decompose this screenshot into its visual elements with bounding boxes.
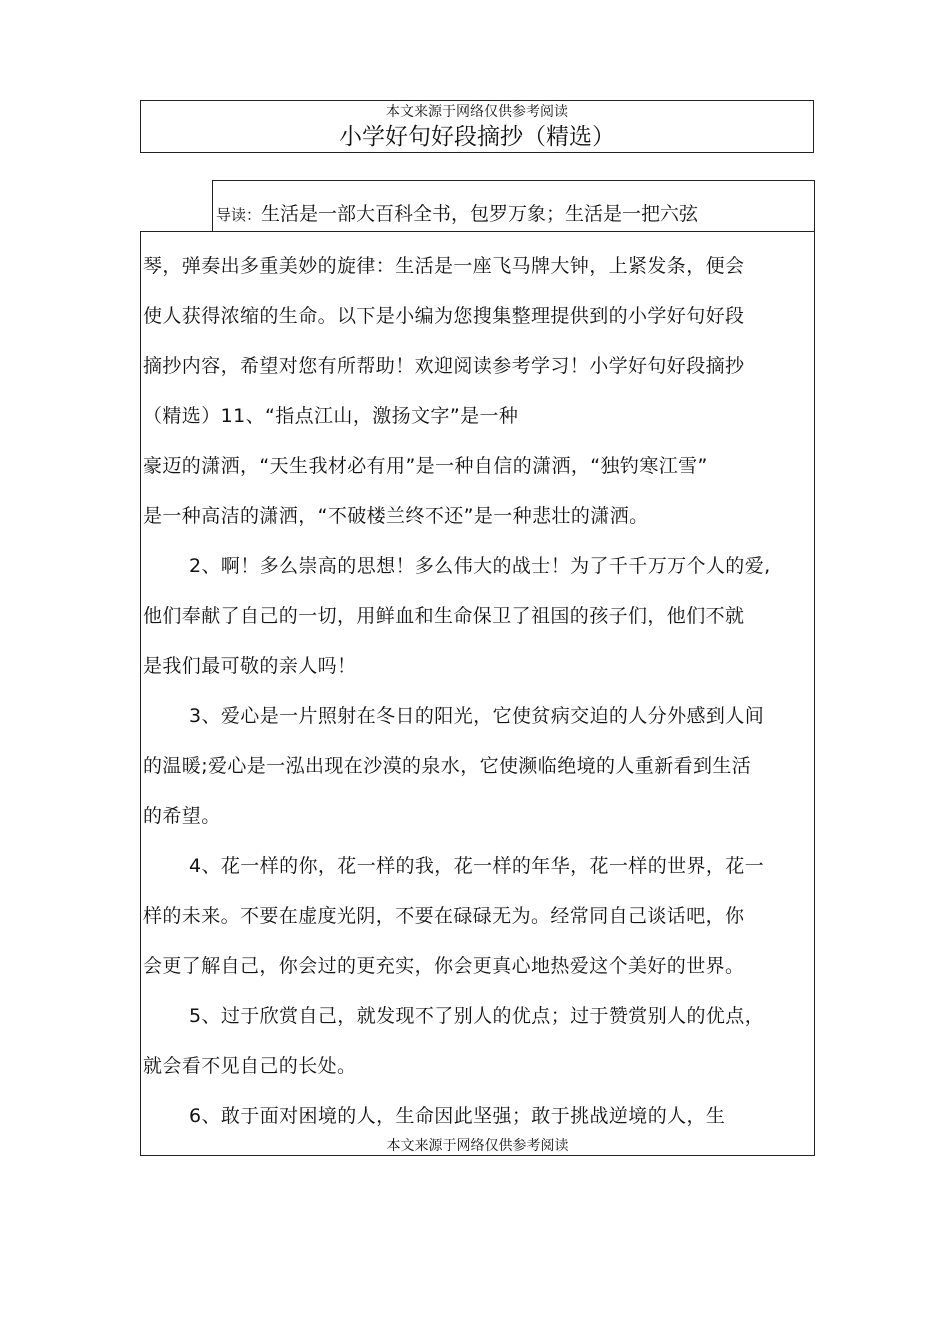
intro-first-line: 生活是一部大百科全书，包罗万象；生活是一把六弦 (261, 203, 699, 225)
body-line: 是我们最可敬的亲人吗！ (143, 655, 357, 677)
body-line: 他们奉献了自己的一切，用鲜血和生命保卫了祖国的孩子们，他们不就 (143, 605, 745, 627)
body-line: 就会看不见自己的长处。 (143, 1055, 357, 1077)
page-title: 小学好句好段摘抄（精选） (339, 124, 615, 150)
body-line: 琴，弹奏出多重美妙的旋律：生活是一座飞马牌大钟，上紧发条，便会 (143, 255, 745, 277)
paragraph-3-line: 3、爱心是一片照射在冬日的阳光，它使贫病交迫的人分外感到人间 (189, 705, 765, 727)
body-line: 摘抄内容，希望对您有所帮助！欢迎阅读参考学习！小学好句好段摘抄 (143, 355, 745, 377)
body-line: 使人获得浓缩的生命。以下是小编为您搜集整理提供到的小学好句好段 (143, 305, 745, 327)
body-line: 的温暖;爱心是一泓出现在沙漠的泉水，它使濒临绝境的人重新看到生活 (143, 755, 752, 777)
intro-line (216, 201, 698, 228)
body-line: 是一种高洁的潇洒，“不破楼兰终不还”是一种悲壮的潇洒。 (143, 505, 649, 527)
body-line: （精选）11、“指点江山，激扬文字”是一种 (143, 405, 519, 427)
body-line: 的希望。 (143, 805, 221, 827)
body-line: 样的未来。不要在虚度光阴，不要在碌碌无为。经常同自己谈话吧，你 (143, 905, 745, 927)
document-header (140, 100, 814, 153)
body-line: 会更了解自己，你会过的更充实，你会更真心地热爱这个美好的世界。 (143, 955, 745, 977)
source-note-bottom: 本文来源于网络仅供参考阅读 (386, 1138, 569, 1154)
intro-label: 导读： (216, 206, 262, 224)
paragraph-6-line: 6、敢于面对困境的人，生命因此坚强；敢于挑战逆境的人，生 (189, 1105, 726, 1127)
paragraph-5-line: 5、过于欣赏自己，就发现不了别人的优点；过于赞赏别人的优点， (189, 1005, 765, 1027)
paragraph-4-line: 4、花一样的你，花一样的我，花一样的年华，花一样的世界，花一 (189, 855, 765, 877)
intro-box (212, 180, 815, 232)
paragraph-2-line: 2、啊！多么崇高的思想！多么伟大的战士！为了千千万万个人的爱, (189, 555, 771, 577)
body-text-box (140, 231, 815, 1156)
source-note-top: 本文来源于网络仅供参考阅读 (386, 104, 568, 120)
body-line: 豪迈的潇洒，“天生我材必有用”是一种自信的潇洒，“独钓寒江雪” (143, 455, 708, 477)
